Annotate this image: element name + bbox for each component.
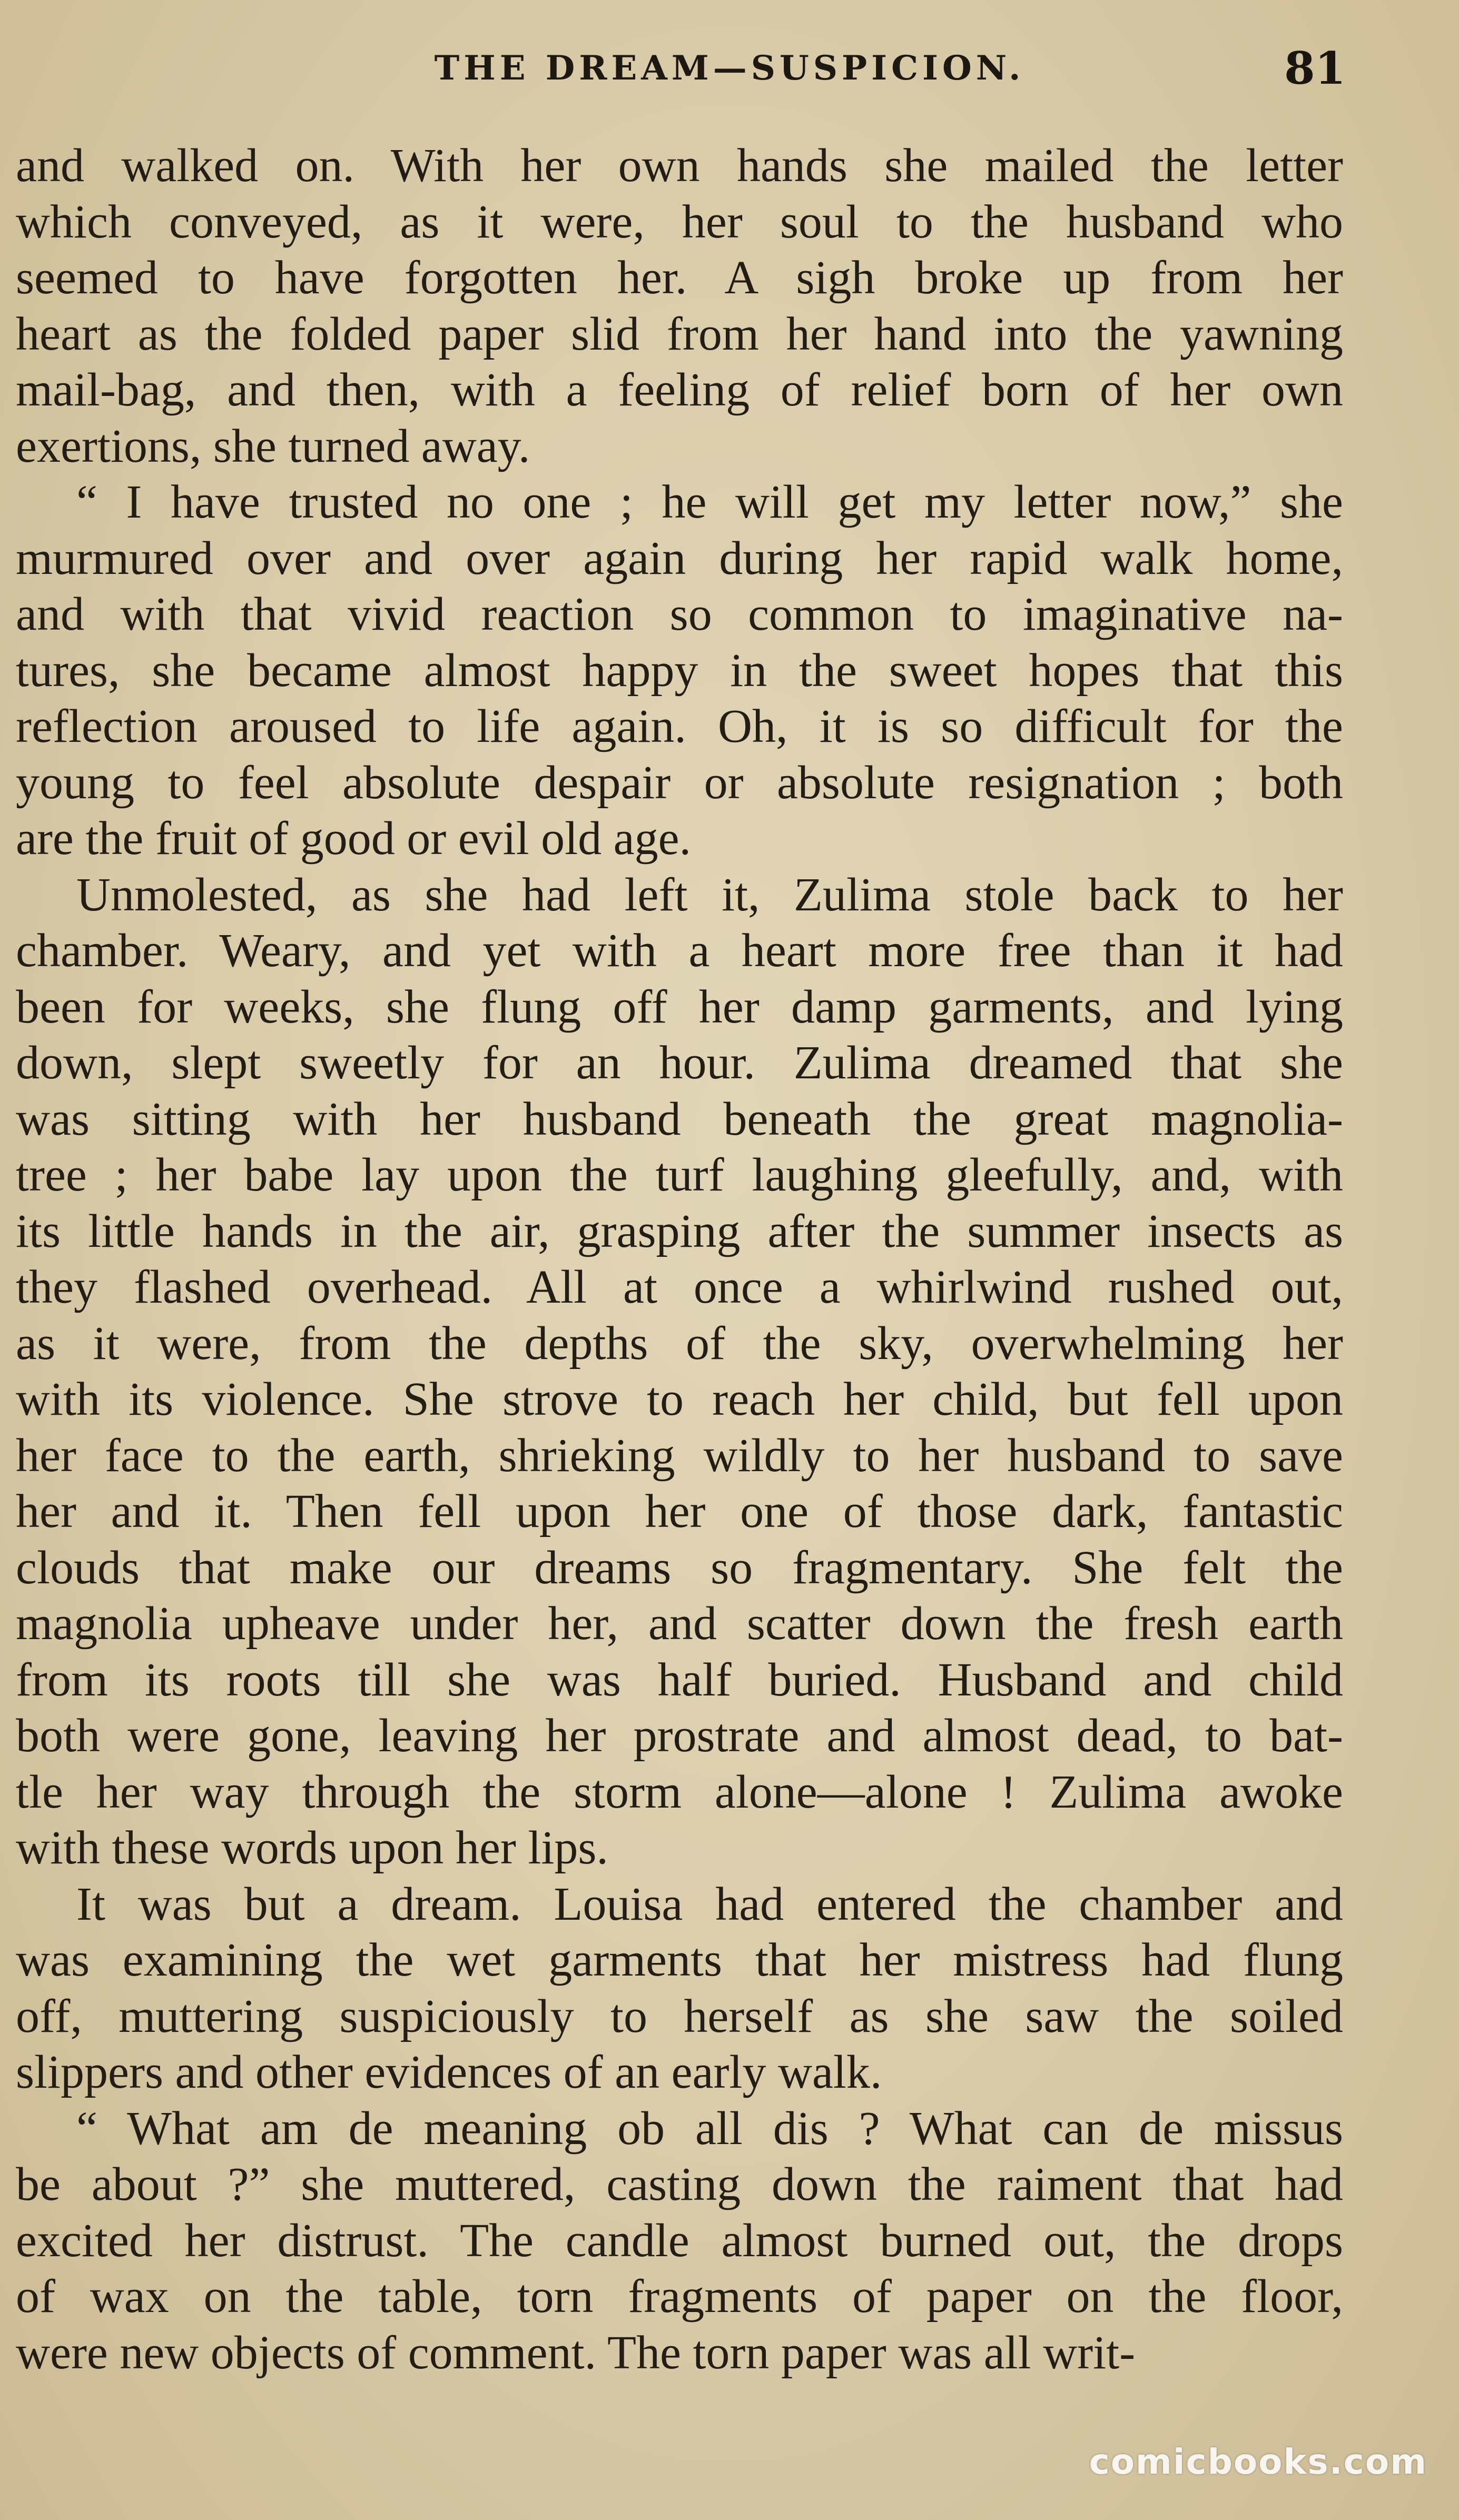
text-line: reflection aroused to life again. Oh, it is so difficult for the xyxy=(16,700,1343,752)
text-line: from its roots till she was half buried. Husband and child xyxy=(16,1653,1343,1706)
text-line: tree ; her babe lay upon the turf laughing gleefully, and, with xyxy=(16,1149,1343,1201)
text-line: as it were, from the depths of the sky, overwhelming her xyxy=(16,1317,1343,1370)
paragraph xyxy=(16,474,1343,867)
text-line: murmured over and over again during her rapid walk home, xyxy=(16,532,1343,584)
text-line: been for weeks, she flung off her damp garments, and lying xyxy=(16,980,1343,1033)
text-line: her and it. Then fell upon her one of those dark, fantastic xyxy=(16,1485,1343,1537)
text-line: of wax on the table, torn fragments of paper on the floor, xyxy=(16,2270,1343,2323)
text-line: its little hands in the air, grasping after the summer insects as xyxy=(16,1205,1343,1257)
text-line: It was but a dream. Louisa had entered the chamber and xyxy=(76,1878,1343,1930)
text-line: tle her way through the storm alone—alone ! Zulima awoke xyxy=(16,1765,1343,1818)
text-line: Unmolested, as she had left it, Zulima stole back to her xyxy=(76,868,1343,921)
text-line: off, muttering suspiciously to herself as she saw the soiled xyxy=(16,1990,1343,2042)
paragraph xyxy=(16,2101,1343,2382)
text-line: “ What am de meaning ob all dis ? What can de missus xyxy=(76,2102,1343,2155)
running-title: THE DREAM—SUSPICION. xyxy=(434,48,1025,88)
text-line: young to feel absolute despair or absolute resignation ; both xyxy=(16,756,1343,809)
paragraph xyxy=(16,867,1343,1877)
text-line: and walked on. With her own hands she mailed the letter xyxy=(16,140,1343,192)
text-line: are the fruit of good or evil old age. xyxy=(16,812,692,865)
running-head xyxy=(0,21,1459,100)
text-line: down, slept sweetly for an hour. Zulima dreamed that she xyxy=(16,1037,1343,1089)
text-line: with these words upon her lips. xyxy=(16,1822,608,1874)
text-line: excited her distrust. The candle almost burned out, the drops xyxy=(16,2214,1343,2267)
body-text xyxy=(16,138,1343,2381)
text-line: was sitting with her husband beneath the great magnolia- xyxy=(16,1093,1343,1145)
text-line: and with that vivid reaction so common to imaginative na- xyxy=(16,588,1343,640)
text-line: they flashed overhead. All at once a whirlwind rushed out, xyxy=(16,1261,1343,1313)
text-line: tures, she became almost happy in the sweet hopes that this xyxy=(16,644,1343,697)
text-line: chamber. Weary, and yet with a heart more free than it had xyxy=(16,925,1343,977)
text-line: her face to the earth, shrieking wildly to her husband to save xyxy=(16,1429,1343,1482)
page-number: 81 xyxy=(1284,42,1346,94)
text-line: heart as the folded paper slid from her hand into the yawning xyxy=(16,307,1343,360)
text-line: mail-bag, and then, with a feeling of relief born of her own xyxy=(16,364,1343,416)
text-line: seemed to have forgotten her. A sigh broke up from her xyxy=(16,252,1343,304)
text-line: magnolia upheave under her, and scatter down the fresh earth xyxy=(16,1598,1343,1650)
text-line: exertions, she turned away. xyxy=(16,420,530,472)
text-line: which conveyed, as it were, her soul to the husband who xyxy=(16,195,1343,248)
text-line: clouds that make our dreams so fragmentary. She felt the xyxy=(16,1541,1343,1594)
paragraph xyxy=(16,1877,1343,2101)
text-line: “ I have trusted no one ; he will get my letter now,” she xyxy=(76,476,1343,528)
text-line: with its violence. She strove to reach her child, but fell upon xyxy=(16,1373,1343,1425)
text-line: slippers and other evidences of an early walk. xyxy=(16,2046,882,2098)
paragraph xyxy=(16,138,1343,474)
watermark-text: comicbooks.com xyxy=(1089,2442,1427,2482)
text-line: were new objects of comment. The torn paper was all writ- xyxy=(16,2326,1136,2379)
text-line: was examining the wet garments that her mistress had flung xyxy=(16,1934,1343,1986)
text-line: be about ?” she muttered, casting down the raiment that had xyxy=(16,2158,1343,2210)
text-line: both were gone, leaving her prostrate and almost dead, to bat- xyxy=(16,1710,1343,1762)
